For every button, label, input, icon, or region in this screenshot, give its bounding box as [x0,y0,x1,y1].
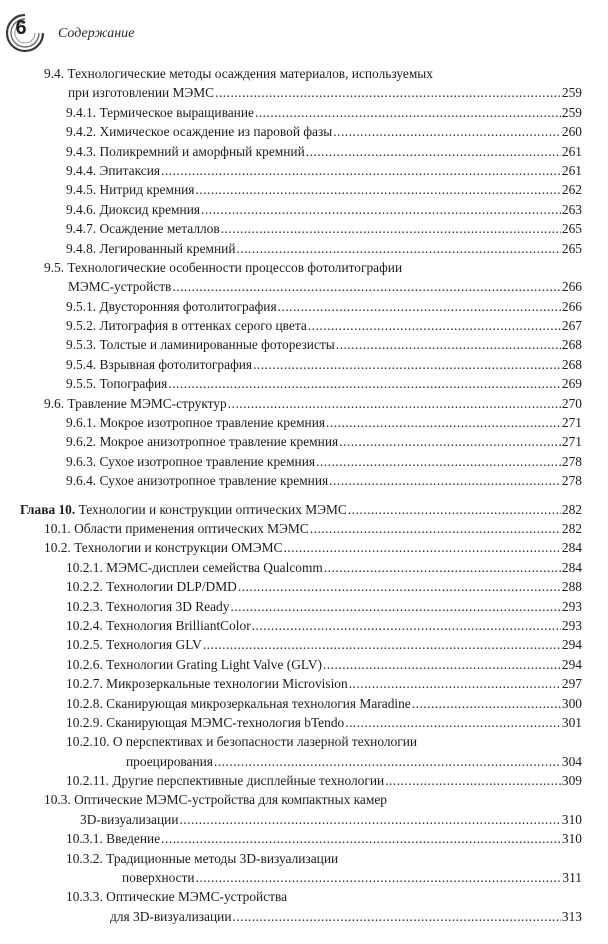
dot-leader [203,635,561,654]
toc-chapter-row [0,500,608,519]
toc-entry-title: 3D-визуализации [80,811,179,827]
toc-page-number: 282 [561,520,582,536]
toc-entry-title: Технологии и конструкции оптических МЭМС [78,501,347,517]
toc-entry-title: МЭМС-устройств [68,279,172,295]
toc-row [0,790,608,809]
dot-leader [172,277,561,296]
toc-row [0,771,608,790]
toc-entry-title: 9.4.2. Химическое осаждение из паровой фазы [66,124,333,140]
toc-chapter-label: Глава 10. [20,501,76,517]
toc-entry-title: 9.4.3. Поликремний и аморфный кремний [66,143,305,159]
dot-leader [237,239,561,258]
toc-entry-title: 9.5.2. Литография в оттенках серого цвета [66,318,307,334]
dot-leader [168,374,561,393]
toc-entry-title: 9.6.1. Мокрое изотропное травление кремния [66,415,326,431]
toc-row [0,655,608,674]
toc-entry-title: 9.4.8. Легированный кремний [66,240,236,256]
toc-entry-title: 10.2. Технологии и конструкции ОМЭМС [44,540,283,556]
dot-leader [326,413,561,432]
toc-row [0,887,608,906]
toc-page-number: 282 [561,501,582,517]
dot-leader [336,335,561,354]
toc-entry-title: 10.2.9. Сканирующая МЭМС-технология bTendo [66,714,345,730]
toc-entry-title: 9.4. Технологические методы осаждения материалов, используемых [44,66,434,81]
toc-page-number: 293 [561,598,582,614]
toc-row [0,277,608,296]
toc-entry-title: 10.2.10. О перспективах и безопасности лазерной технологии [66,734,418,750]
toc-entry-title: 9.5. Технологические особенности процессов фотолитографии [44,259,403,275]
toc-entry-title: 10.3.3. Оптические МЭМС-устройства [66,889,288,905]
toc-entry-title: 10.2.2. Технологии DLP/DMD [66,579,237,595]
toc-row [0,713,608,732]
dot-leader [179,810,560,829]
toc-entry-title: поверхности [122,870,195,886]
toc-row [0,558,608,577]
toc-entry-title: 9.4.5. Нитрид кремния [66,182,195,198]
toc-row [0,413,608,432]
toc-page-number: 265 [561,221,582,237]
toc-row [0,180,608,199]
toc-row [0,219,608,238]
toc-page-number: 268 [561,356,582,372]
toc-page-number: 269 [561,376,582,392]
dot-leader [348,500,561,519]
toc-page-number: 294 [561,637,582,653]
toc-page-number: 270 [561,395,582,411]
toc-page-number: 266 [561,298,582,314]
dot-leader [214,752,561,771]
toc-row [0,200,608,219]
toc-page-number: 293 [561,617,582,633]
toc-page-number: 271 [561,434,582,450]
dot-leader [349,674,561,693]
dot-leader [306,142,561,161]
dot-leader [385,771,561,790]
toc-entry-title: 10.2.7. Микрозеркальные технологии Microvision [66,676,348,692]
toc-page-number: 310 [561,831,582,847]
dot-leader [221,219,561,238]
toc-row [0,432,608,451]
toc-entry-title: 10.3.2. Традиционные методы 3D-визуализации [66,850,339,866]
toc-row [0,103,608,122]
dot-leader [255,103,561,122]
toc-row [0,810,608,829]
dot-leader [232,907,560,926]
toc-entry-title: 10.2.4. Технология BrilliantColor [66,617,251,633]
toc-row [0,239,608,258]
dot-leader [161,161,561,180]
toc-row [0,577,608,596]
toc-row [0,83,608,102]
toc-entry-title: проецирования [126,753,213,769]
toc-row [0,732,608,751]
toc-row [0,635,608,654]
toc-page-number: 313 [561,908,582,924]
toc-row [0,394,608,413]
toc-page-number: 266 [561,279,582,295]
dot-leader [345,713,561,732]
toc-entry-title: 10.2.1. МЭМС-дисплеи семейства Qualcomm [66,559,323,575]
toc-entry-title: 9.4.4. Эпитаксия [66,162,161,178]
toc-entry-title: 9.6.2. Мокрое анизотропное травление кремния [66,434,339,450]
dot-leader [324,558,561,577]
toc-row [0,694,608,713]
dot-leader [228,394,561,413]
toc-row [0,597,608,616]
toc-entry-title: 10.2.11. Другие перспективные дисплейные технологии [66,773,385,789]
toc-page-number: 265 [561,240,582,256]
dot-leader [238,577,561,596]
dot-leader [161,829,561,848]
toc-entry-title: 10.3.1. Введение [66,831,161,847]
toc-row [0,616,608,635]
toc-entry-title: 9.4.6. Диоксид кремния [66,201,201,217]
dot-leader [215,83,561,102]
toc-page-number: 261 [561,162,582,178]
dot-leader [333,122,561,141]
toc-row [0,538,608,557]
toc-row [0,907,608,926]
dot-leader [308,316,561,335]
dot-leader [412,694,561,713]
toc-entry-title: 10.2.5. Технология GLV [66,637,202,653]
toc-page-number: 284 [561,559,582,575]
toc-page-number: 259 [561,104,582,120]
toc-page-number: 284 [561,540,582,556]
toc-row [0,374,608,393]
toc-page-number: 294 [561,656,582,672]
table-of-contents [0,64,608,926]
dot-leader [195,180,560,199]
toc-row [0,258,608,277]
toc-entry-title: 9.4.1. Термическое выращивание [66,104,254,120]
dot-leader [201,200,561,219]
toc-entry-title: 10.2.8. Сканирующая микрозеркальная технология Maradine [66,695,411,711]
toc-row [0,122,608,141]
toc-entry-title: 10.1. Области применения оптических МЭМС [44,520,309,536]
dot-leader [339,432,561,451]
toc-entry-title: 10.3. Оптические МЭМС-устройства для компактных камер [44,792,387,808]
toc-row [0,829,608,848]
toc-row [0,161,608,180]
toc-entry-title: 9.5.4. Взрывная фотолитография [66,356,253,372]
toc-page-number: 288 [561,579,582,595]
dot-leader [230,597,560,616]
toc-row [0,752,608,771]
dot-leader [310,519,561,538]
toc-row [0,868,608,887]
toc-entry-title: 9.5.3. Толстые и ламинированные фоторезисты [66,337,335,353]
toc-page-number: 300 [561,695,582,711]
dot-leader [323,655,561,674]
toc-page-number: 260 [561,124,582,140]
toc-entry-title: для 3D-визуализации [110,908,232,924]
toc-page-number: 267 [561,318,582,334]
toc-page-number: 304 [561,753,582,769]
toc-row [0,297,608,316]
toc-page-number: 310 [561,811,582,827]
page-header [0,0,608,60]
dot-leader [316,452,561,471]
toc-entry-title: 9.5.5. Топография [66,376,168,392]
dot-leader [329,471,561,490]
toc-page-number: 309 [561,773,582,789]
toc-page-number: 301 [561,714,582,730]
toc-row [0,64,608,83]
page-number: 6 [15,17,27,39]
dot-leader [196,868,562,887]
toc-row [0,142,608,161]
dot-leader [252,616,561,635]
toc-row [0,849,608,868]
toc-page-number: 261 [561,143,582,159]
toc-page-number: 262 [561,182,582,198]
running-title: Содержание [58,26,135,41]
toc-entry-title: при изготовлении МЭМС [68,85,215,101]
dot-leader [253,355,561,374]
toc-row [0,674,608,693]
toc-entry-title: 9.5.1. Двусторонняя фотолитография [66,298,277,314]
toc-page-number: 271 [561,415,582,431]
toc-page-number: 268 [561,337,582,353]
toc-row [0,316,608,335]
toc-page-number: 278 [561,453,582,469]
toc-page-number: 311 [562,870,582,886]
dot-leader [278,297,561,316]
toc-entry-title: 9.6.4. Сухое анизотропное травление кремния [66,473,329,489]
toc-row [0,471,608,490]
toc-row [0,519,608,538]
toc-page-number: 278 [561,473,582,489]
toc-row [0,452,608,471]
toc-page-number: 259 [561,85,582,101]
toc-row [0,335,608,354]
toc-entry-title: 9.6.3. Сухое изотропное травление кремния [66,453,316,469]
toc-entry-title: 9.6. Травление МЭМС-структур [44,395,227,411]
toc-entry-title: 10.2.6. Технологии Grating Light Valve (GLV) [66,656,322,672]
toc-entry-title: 9.4.7. Осаждение металлов [66,221,220,237]
toc-page-number: 263 [561,201,582,217]
dot-leader [283,538,560,557]
toc-entry-title: 10.2.3. Технология 3D Ready [66,598,230,614]
toc-row [0,355,608,374]
toc-page-number: 297 [561,676,582,692]
